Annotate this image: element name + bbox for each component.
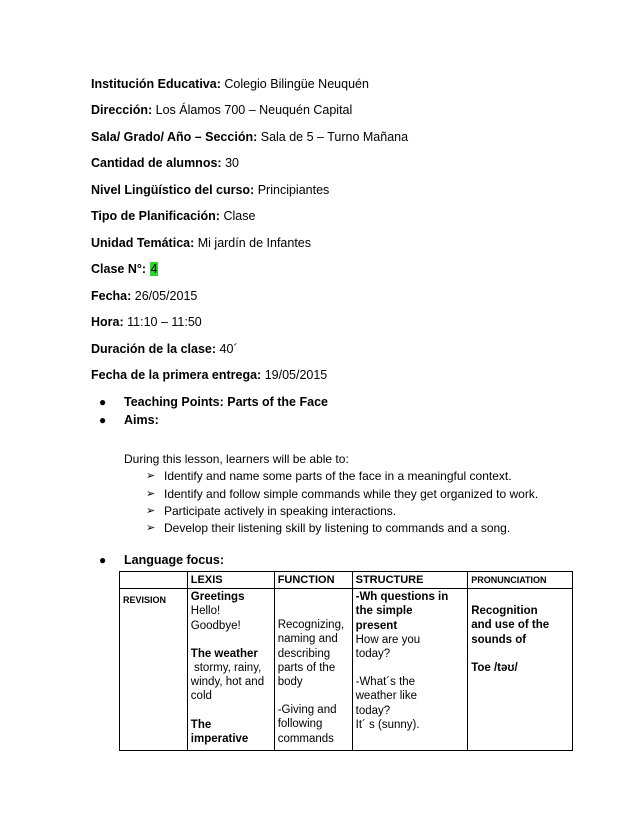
aims-intro: During this lesson, learners will be able to: xyxy=(124,452,349,466)
cell-structure: -Wh questions in the simple present How are you today? -What´s the weather like today? It´ s (sunny). xyxy=(352,589,468,751)
table-header-function: FUNCTION xyxy=(274,572,352,589)
aim-item: Develop their listening skill by listening to commands and a song. xyxy=(164,521,511,535)
table-header-empty xyxy=(120,572,188,589)
teaching-points: Teaching Points: Parts of the Face xyxy=(124,395,328,409)
field-institucion: Institución Educativa: Colegio Bilingüe Neuquén xyxy=(91,77,369,91)
arrow-bullet-icon: ➢ xyxy=(146,488,156,500)
language-focus-heading: Language focus: xyxy=(124,553,225,567)
field-fecha: Fecha: 26/05/2015 xyxy=(91,289,198,303)
arrow-bullet-icon: ➢ xyxy=(146,470,156,482)
field-clase: Clase N°: 4 xyxy=(91,262,158,276)
cell-lexis: Greetings Hello! Goodbye! The weather stormy, rainy, windy, hot and cold The imperative xyxy=(187,589,274,751)
field-nivel: Nivel Lingüístico del curso: Principiantes xyxy=(91,183,330,197)
cell-function: Recognizing, naming and describing parts of the body -Giving and following commands xyxy=(274,589,352,751)
arrow-bullet-icon: ➢ xyxy=(146,505,156,517)
row-label-revision: REVISION xyxy=(120,589,188,751)
table-header-pronunciation: PRONUNCIATION xyxy=(468,572,573,589)
aim-item: Participate actively in speaking interactions. xyxy=(164,504,397,518)
table-row xyxy=(120,589,573,751)
field-sala: Sala/ Grado/ Año – Sección: Sala de 5 – Turno Mañana xyxy=(91,130,409,144)
aim-item: Identify and name some parts of the face in a meaningful context. xyxy=(164,469,512,483)
field-fecha-entrega: Fecha de la primera entrega: 19/05/2015 xyxy=(91,368,328,382)
aims-heading: Aims: xyxy=(124,413,159,427)
field-cantidad: Cantidad de alumnos: 30 xyxy=(91,156,239,170)
language-focus-table xyxy=(119,571,573,751)
field-duracion: Duración de la clase: 40´ xyxy=(91,342,238,356)
bullet-icon: ● xyxy=(99,395,107,409)
field-unidad: Unidad Temática: Mi jardín de Infantes xyxy=(91,236,312,250)
table-header-lexis: LEXIS xyxy=(187,572,274,589)
field-hora: Hora: 11:10 – 11:50 xyxy=(91,315,202,329)
field-direccion: Dirección: Los Álamos 700 – Neuquén Capital xyxy=(91,103,353,117)
arrow-bullet-icon: ➢ xyxy=(146,522,156,534)
bullet-icon: ● xyxy=(99,553,107,567)
cell-pronunciation: Recognition and use of the sounds of Toe /təʊ/ xyxy=(468,589,573,751)
aim-item: Identify and follow simple commands while they get organized to work. xyxy=(164,487,539,501)
table-header-row xyxy=(120,572,573,589)
highlighted-value: 4 xyxy=(150,262,158,276)
bullet-icon: ● xyxy=(99,413,107,427)
field-tipo: Tipo de Planificación: Clase xyxy=(91,209,256,223)
table-header-structure: STRUCTURE xyxy=(352,572,468,589)
